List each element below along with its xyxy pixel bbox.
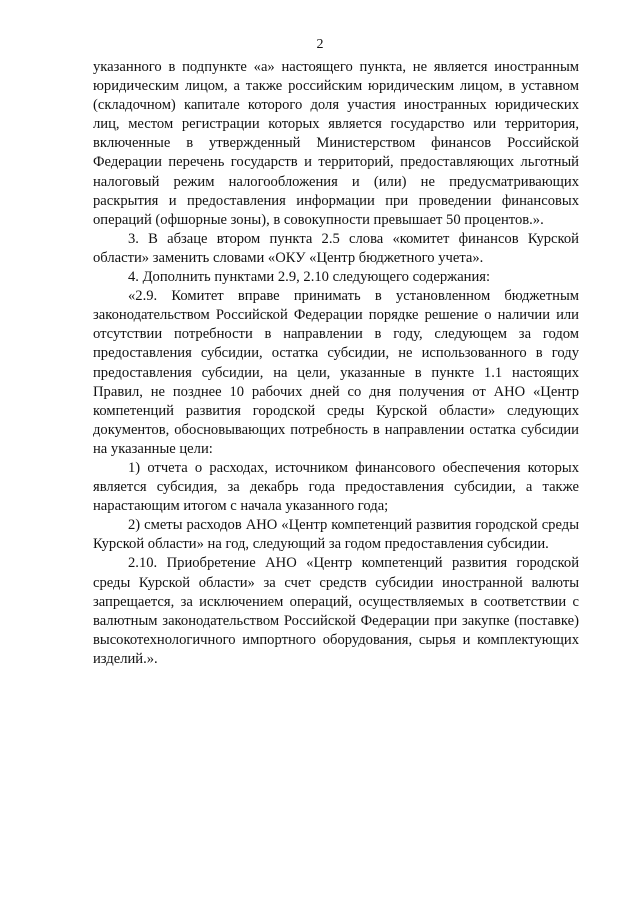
paragraph-item-4: 4. Дополнить пунктами 2.9, 2.10 следующего содержания: [128, 269, 491, 286]
paragraph-item-3: 3. В абзаце втором пункта 2.5 слова «комитет финансов Курской области» заменить словами «ОКУ «Центр бюджетного учета». [93, 230, 579, 266]
paragraph-clause-2-10: 2.10. Приобретение АНО «Центр компетенций развития городской среды Курской области» за счет средств субсидии иностранной валюты запрещается, за исключением операций, осуществляемых в соответствии с валютным законодательством Российской Федерации при закупке (поставке) высокотехнологичного импортного оборудования, сырья и комплектующих изделий.». [93, 555, 579, 667]
paragraph-clause-2-9: «2.9. Комитет вправе принимать в установленном бюджетным законодательством Российской Федерации порядке решение о наличии или отсутствии потребности в направлении в году, следующем за годом предоставления субсидии, остатка субсидии, не использованного в году предоставления субсидии, на цели, указанные в пункте 1.1 настоящих Правил, не позднее 10 рабочих дней со дня получения от АНО «Центр компетенций развития городской среды Курской области» следующих документов, обосновывающих потребность в направлении остатка субсидии на указанные цели: [93, 288, 579, 457]
page-number: 2 [316, 37, 324, 52]
paragraph-subitem-2: 2) сметы расходов АНО «Центр компетенций развития городской среды Курской области» на год, следующий за годом предоставления субсидии. [93, 517, 579, 553]
document-body [93, 58, 579, 669]
paragraph-subitem-1: 1) отчета о расходах, источником финансового обеспечения которых является субсидия, за декабрь года предоставления субсидии, а также нарастающим итогом с начала указанного года; [93, 459, 579, 515]
paragraph-continuation: указанного в подпункте «а» настоящего пункта, не является иностранным юридическим лицом, а также российским юридическим лицом, в уставном (складочном) капитале которого доля участия иностранных юридических лиц, местом регистрации которых является государство или территория, включенные в утвержденный Министерством финансов Российской Федерации перечень государств и территорий, предоставляющих льготный налоговый режим налогообложения и (или) не предусматривающих раскрытия и предоставления информации при проведении финансовых операций (офшорные зоны), в совокупности превышает 50 процентов.». [93, 59, 579, 228]
